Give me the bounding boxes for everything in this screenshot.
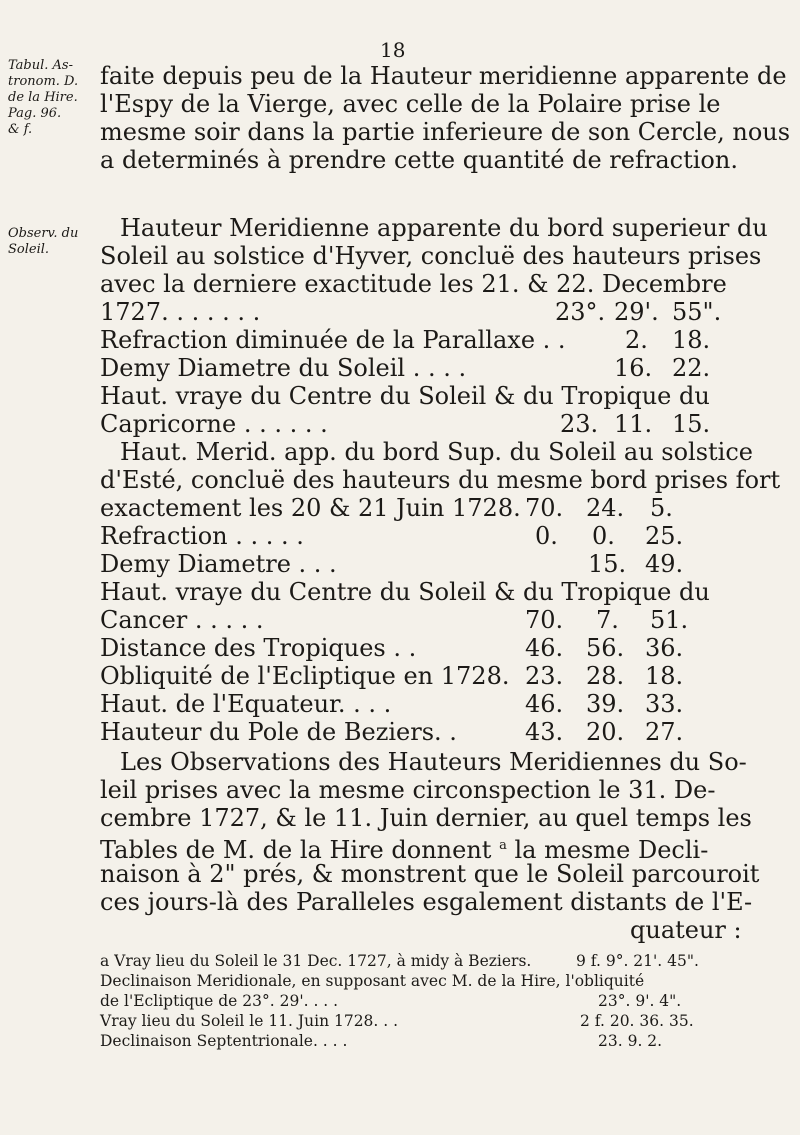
table-cell: 25.	[645, 522, 684, 550]
table-row-label: Refraction diminuée de la Parallaxe . .	[100, 326, 566, 354]
table-cell: 49.	[645, 550, 684, 578]
table-cell: 33.	[645, 690, 684, 718]
body-line: cembre 1727, & le 11. Juin dernier, au quel temps les	[100, 804, 752, 832]
body-line: Soleil au solstice d'Hyver, concluë des hauteurs prises	[100, 242, 762, 270]
table-row-label: Demy Diametre . . .	[100, 550, 337, 578]
table-row-label: Haut. vraye du Centre du Soleil & du Tropique du	[100, 578, 710, 606]
table-cell: 55".	[672, 298, 722, 326]
table-row-label: Obliquité de l'Ecliptique en 1728.	[100, 662, 510, 690]
margin-line: Pag. 96.	[8, 106, 62, 121]
margin-line: de la Hire.	[8, 90, 78, 105]
table-cell: 23.	[525, 662, 564, 690]
table-cell: 56.	[586, 634, 625, 662]
table-cell: 0.	[535, 522, 558, 550]
body-line: l'Espy de la Vierge, avec celle de la Polaire prise le	[100, 90, 721, 118]
footnote-line: de l'Ecliptique de 23°. 29'. . . .	[100, 992, 339, 1010]
table-row-label: Hauteur du Pole de Beziers. .	[100, 718, 457, 746]
table-cell: 15.	[672, 410, 711, 438]
table-row-label: Haut. vraye du Centre du Soleil & du Tropique du	[100, 382, 710, 410]
margin-line: Tabul. As-	[8, 58, 73, 73]
footnote-value: 23°. 9'. 4".	[598, 992, 682, 1010]
body-line: Haut. Merid. app. du bord Sup. du Soleil au solstice	[120, 438, 753, 466]
table-cell: 16.	[614, 354, 653, 382]
footnote-reference: a	[499, 838, 507, 853]
footnote-value: 23. 9. 2.	[598, 1032, 663, 1050]
table-cell: 46.	[525, 634, 564, 662]
body-line: faite depuis peu de la Hauteur meridienne apparente de	[100, 62, 787, 90]
margin-note-sun-observations	[8, 226, 80, 258]
footnote-line: Declinaison Septentrionale. . . .	[100, 1032, 348, 1050]
margin-line: Soleil.	[8, 242, 50, 257]
body-line: a determinés à prendre cette quantité de refraction.	[100, 146, 738, 174]
body-line-text: la mesme Decli-	[514, 836, 709, 864]
table-cell: 27.	[645, 718, 684, 746]
margin-line: & f.	[8, 122, 33, 137]
body-line: quateur :	[630, 916, 742, 944]
margin-line: tronom. D.	[8, 74, 79, 89]
table-cell: 22.	[672, 354, 711, 382]
body-line: leil prises avec la mesme circonspection le 31. De-	[100, 776, 716, 804]
table-cell: 23.	[560, 410, 599, 438]
table-cell: 2.	[625, 326, 648, 354]
table-cell: 29'.	[614, 298, 659, 326]
footnote-line: a Vray lieu du Soleil le 31 Dec. 1727, à midy à Beziers.	[100, 952, 532, 970]
page-number: 18	[380, 38, 406, 62]
table-cell: 20.	[586, 718, 625, 746]
body-line: mesme soir dans la partie inferieure de son Cercle, nous	[100, 118, 791, 146]
table-cell: 15.	[588, 550, 627, 578]
table-cell: 36.	[645, 634, 684, 662]
table-cell: 46.	[525, 690, 564, 718]
table-cell: 43.	[525, 718, 564, 746]
footnote-value: 2 f. 20. 36. 35.	[580, 1012, 694, 1030]
footnote-value: 9 f. 9°. 21'. 45".	[576, 952, 699, 970]
table-cell: 11.	[614, 410, 653, 438]
table-row-label: Distance des Tropiques . .	[100, 634, 417, 662]
body-line: d'Esté, concluë des hauteurs du mesme bord prises fort	[100, 466, 781, 494]
table-cell: 28.	[586, 662, 625, 690]
table-cell: 7.	[596, 606, 619, 634]
table-cell: 18.	[672, 326, 711, 354]
table-cell: 70.	[525, 494, 564, 522]
table-row-label: Capricorne . . . . . .	[100, 410, 328, 438]
footnote-line: Declinaison Meridionale, en supposant avec M. de la Hire, l'obliquité	[100, 972, 645, 990]
table-row-label: Refraction . . . . .	[100, 522, 304, 550]
body-line: ces jours-là des Paralleles esgalement distants de l'E-	[100, 888, 753, 916]
table-cell: 23°.	[555, 298, 606, 326]
body-line-text: Tables de M. de la Hire donnent	[100, 836, 492, 864]
table-cell: 24.	[586, 494, 625, 522]
body-line: Hauteur Meridienne apparente du bord superieur du	[120, 214, 768, 242]
body-line: naison à 2" prés, & monstrent que le Soleil parcouroit	[100, 860, 760, 888]
margin-line: Observ. du	[8, 226, 79, 241]
table-row-label: exactement les 20 & 21 Juin 1728.	[100, 494, 521, 522]
table-cell: 51.	[650, 606, 689, 634]
table-cell: 39.	[586, 690, 625, 718]
table-row-label: Haut. de l'Equateur. . . .	[100, 690, 392, 718]
table-row-label: Cancer . . . . .	[100, 606, 264, 634]
body-line: Les Observations des Hauteurs Meridiennes du So-	[120, 748, 747, 776]
table-cell: 18.	[645, 662, 684, 690]
table-cell: 70.	[525, 606, 564, 634]
table-row-label: 1727. . . . . . .	[100, 298, 261, 326]
body-line: avec la derniere exactitude les 21. & 22. Decembre	[100, 270, 727, 298]
table-cell: 5.	[650, 494, 673, 522]
footnote-line: Vray lieu du Soleil le 11. Juin 1728. . .	[100, 1012, 399, 1030]
margin-note-tables-reference	[8, 58, 80, 138]
table-row-label: Demy Diametre du Soleil . . . .	[100, 354, 467, 382]
table-cell: 0.	[592, 522, 615, 550]
